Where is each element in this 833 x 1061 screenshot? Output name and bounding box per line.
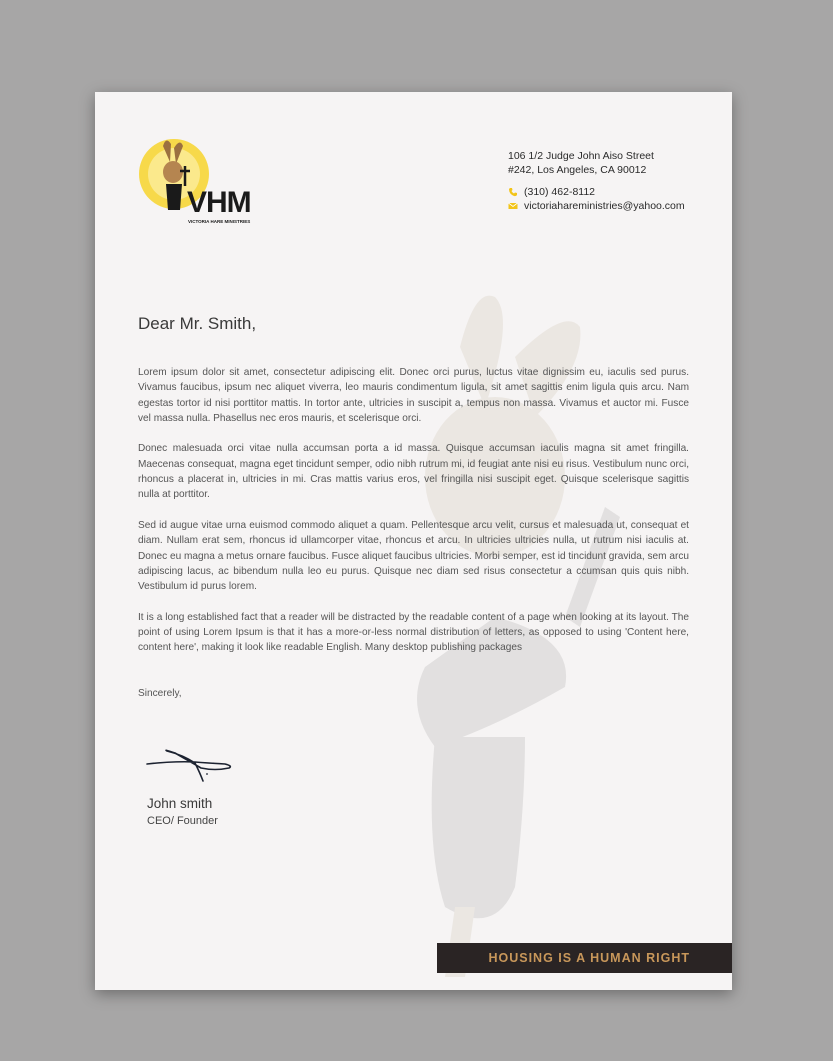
greeting: Dear Mr. Smith, <box>138 314 257 333</box>
signer-title: CEO/ Founder <box>147 815 218 827</box>
logo-subtitle: VICTORIA HARE MINISTRIES <box>188 219 251 224</box>
footer-banner <box>437 943 732 973</box>
letter-body <box>138 365 689 671</box>
phone-icon <box>508 187 518 197</box>
email-icon <box>508 201 518 211</box>
body-paragraph: It is a long established fact that a reader will be distracted by the readable content of a page when looking at its layout. The point of using Lorem Ipsum is that it has a more-or-less normal distribution of letters, as opposed to using 'Content here, content here', making it look like readable English. Many desktop publishing packages <box>138 611 689 654</box>
email-row <box>508 200 685 212</box>
signer-name: John smith <box>147 796 213 811</box>
body-paragraph: Lorem ipsum dolor sit amet, consectetur adipiscing elit. Donec orci purus, luctus vitae dignissim eu, iaculis sed purus. Vivamus faucibus, ipsum nec aliquet viverra, leo mauris condimentum ligula, sit amet sagittis enim ligula quis arcu. Nam egestas tortor id nisi porttitor mattis. In tortor ante, ultricies in suscipit a, tempus non massa. Vivamus et auctor mi. Fusce vel massa nulla. Phasellus nec eros mauris, et scelerisque orci. <box>138 367 689 424</box>
address-line-2: #242, Los Angeles, CA 90012 <box>508 164 647 176</box>
address-block <box>508 149 654 177</box>
logo-initials: VHM <box>187 186 251 219</box>
phone-number: (310) 462-8112 <box>524 186 596 198</box>
phone-row <box>508 186 595 198</box>
closing: Sincerely, <box>138 688 182 699</box>
body-paragraph: Sed id augue vitae urna euismod commodo aliquet a quam. Pellentesque arcu velit, cursus et malesuada ut, consequat et diam. Nullam erat sem, rhoncus id ullamcorper vitae, rhoncus et arcu. In ultricies ultricies nulla, ut rutrum nisi iaculis at. Donec eu magna a metus ornare faucibus. Fusce aliquet faucibus ultricies. Morbi semper, est id tincidunt gravida, sem arcu adipiscing lacus, ac bibendum nulla leo eu purus. Quisque nec diam sed risus consectetur a ccumsan quis quis nibh. Vestibulum id purus lorem. <box>138 519 689 593</box>
body-paragraph: Donec malesuada orci vitae nulla accumsan porta a id massa. Quisque accumsan iaculis magna sit amet fringilla. Maecenas consequat, magna eget tincidunt semper, odio nibh rutrum mi, id feugiat ante nisi eu risus. Vestibulum nunc orci, rhoncus a placerat in, ultricies in mi. Cras mattis varius eros, vel fringilla nisi suscipit eget. Quisque scelerisque sagittis nulla at porttitor. <box>138 443 689 501</box>
handwritten-signature <box>145 747 235 783</box>
address-line-1: 106 1/2 Judge John Aiso Street <box>508 150 654 162</box>
letterhead-page <box>95 92 732 990</box>
footer-tagline: HOUSING IS A HUMAN RIGHT <box>488 951 690 965</box>
email-address: victoriahareministries@yahoo.com <box>524 200 685 212</box>
